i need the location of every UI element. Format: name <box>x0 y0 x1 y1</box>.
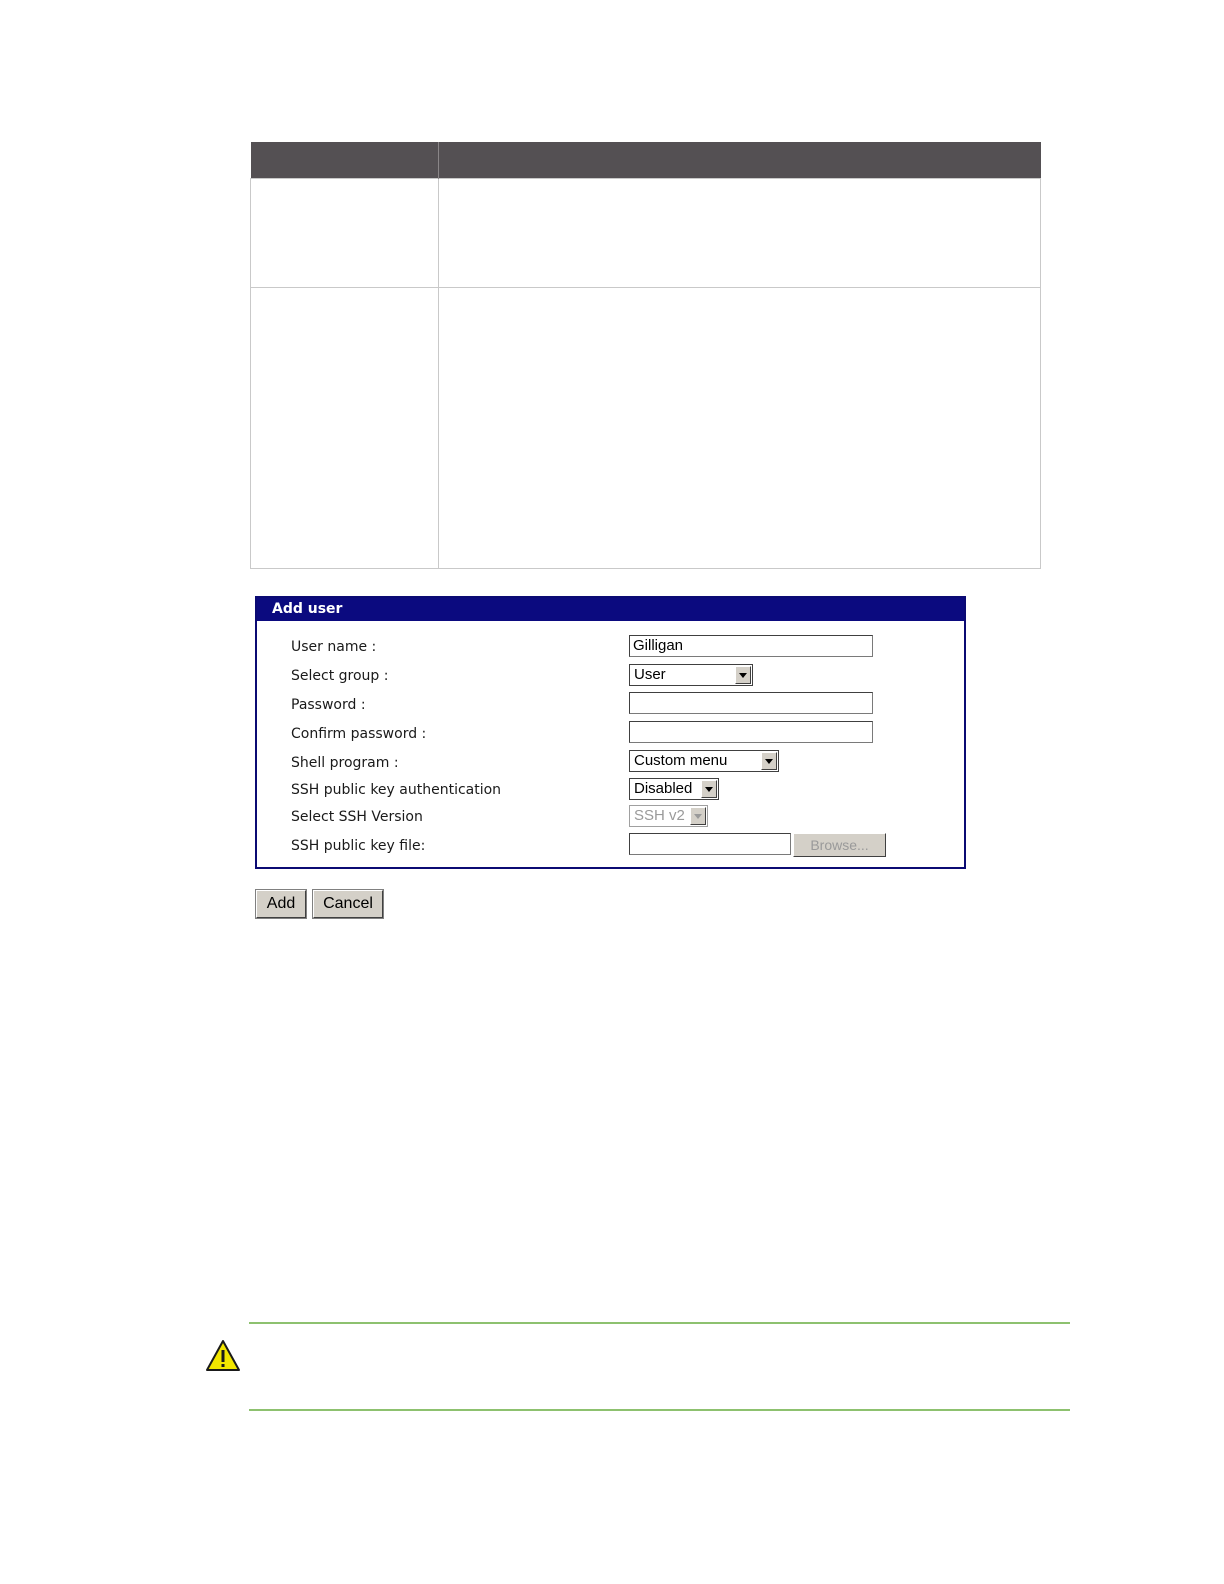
select-group-label: Select group : <box>291 668 389 684</box>
select-group-dropdown[interactable] <box>629 664 753 686</box>
parameter-table <box>250 142 1041 569</box>
table-cell <box>439 288 1041 569</box>
chevron-down-icon[interactable] <box>690 807 706 825</box>
add-button[interactable]: Add <box>256 890 306 918</box>
shell-program-dropdown[interactable] <box>629 750 779 772</box>
ssh-auth-label: SSH public key authentication <box>291 782 502 798</box>
ssh-key-file-label: SSH public key file: <box>291 838 426 854</box>
shell-program-value: Custom menu <box>634 752 728 769</box>
user-name-input[interactable]: Gilligan <box>629 635 873 657</box>
table-header-description <box>439 142 1041 179</box>
table-cell <box>251 179 439 288</box>
browse-button[interactable]: Browse... <box>793 833 886 857</box>
select-group-value: User <box>634 666 666 683</box>
note-top-rule <box>249 1322 1070 1324</box>
password-input[interactable] <box>629 692 873 714</box>
user-name-label: User name : <box>291 639 377 655</box>
table-cell <box>439 179 1041 288</box>
confirm-password-input[interactable] <box>629 721 873 743</box>
ssh-version-value: SSH v2 <box>634 807 685 824</box>
table-header-parameter <box>251 142 439 179</box>
warning-icon <box>205 1339 241 1373</box>
chevron-down-icon[interactable] <box>701 780 717 798</box>
chevron-down-icon[interactable] <box>735 666 751 684</box>
ssh-version-label: Select SSH Version <box>291 809 423 825</box>
password-label: Password : <box>291 697 366 713</box>
dialog-title: Add user <box>257 598 964 621</box>
ssh-version-dropdown[interactable] <box>629 805 708 827</box>
ssh-auth-value: Disabled <box>634 780 693 797</box>
add-user-dialog <box>255 596 966 869</box>
chevron-down-icon[interactable] <box>761 752 777 770</box>
ssh-key-file-input[interactable] <box>629 833 791 855</box>
cancel-button[interactable]: Cancel <box>313 890 383 918</box>
ssh-auth-dropdown[interactable] <box>629 778 719 800</box>
confirm-password-label: Confirm password : <box>291 726 427 742</box>
note-bottom-rule <box>249 1409 1070 1411</box>
shell-program-label: Shell program : <box>291 755 399 771</box>
table-cell <box>251 288 439 569</box>
